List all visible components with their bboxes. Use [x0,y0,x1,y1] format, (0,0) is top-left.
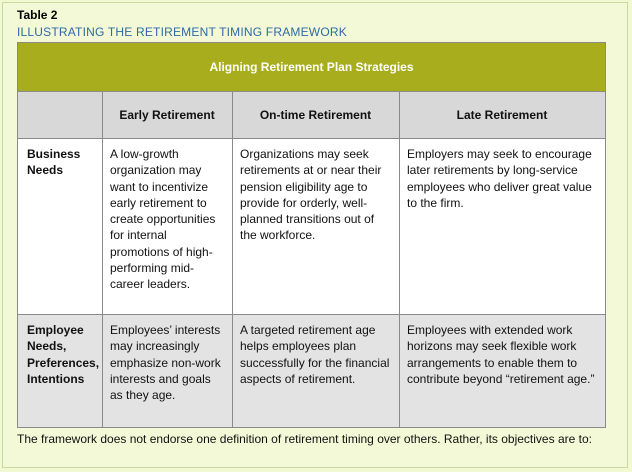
footer-paragraph: The framework does not endorse one definition of retirement timing over others. Rather, its objectives are to: [17,432,592,446]
column-header-on-time: On-time Retirement [259,108,372,122]
table-band-title: Aligning Retirement Plan Strategies [18,43,605,91]
cell-employee-on-time: A targeted retirement age helps employees plan successfully for the financial aspects of retirement. [240,323,390,386]
cell-employee-late: Employees with extended work horizons may seek flexible work arrangements to enable them to contribute beyond “retirement age.” [407,323,595,386]
table-row-business-needs [18,138,605,314]
row-heading-employee-needs: Employee Needs, Preferences, Intentions [27,323,100,386]
retirement-timing-table [17,42,606,428]
column-divider [102,91,103,314]
column-header-late: Late Retirement [456,108,548,122]
column-header-early: Early Retirement [119,108,215,122]
cell-employee-early: Employees’ interests may increasingly emphasize non-work interests and goals as they age. [110,323,221,403]
table-row-employee-needs [18,314,605,427]
cell-business-late: Employers may seek to encourage later retirements by long-service employees who deliver great value to the firm. [407,147,592,210]
column-divider [399,314,400,427]
table-label: Table 2 [17,8,58,22]
column-divider [232,91,233,314]
column-header-empty [18,92,102,138]
cell-business-on-time: Organizations may seek retirements at or near their pension eligibility age to provide for orderly, well-planned transitions out of the workforce. [240,147,382,243]
column-divider [102,314,103,427]
column-divider [399,91,400,314]
table-title: ILLUSTRATING THE RETIREMENT TIMING FRAMEWORK [17,25,347,39]
cell-business-early: A low-growth organization may want to incentivize early retirement to create opportunities for internal promotions of high-performing mid-career leaders. [110,147,216,292]
row-heading-business-needs: Business Needs [27,147,81,178]
column-divider [232,314,233,427]
column-header-row [18,91,605,138]
